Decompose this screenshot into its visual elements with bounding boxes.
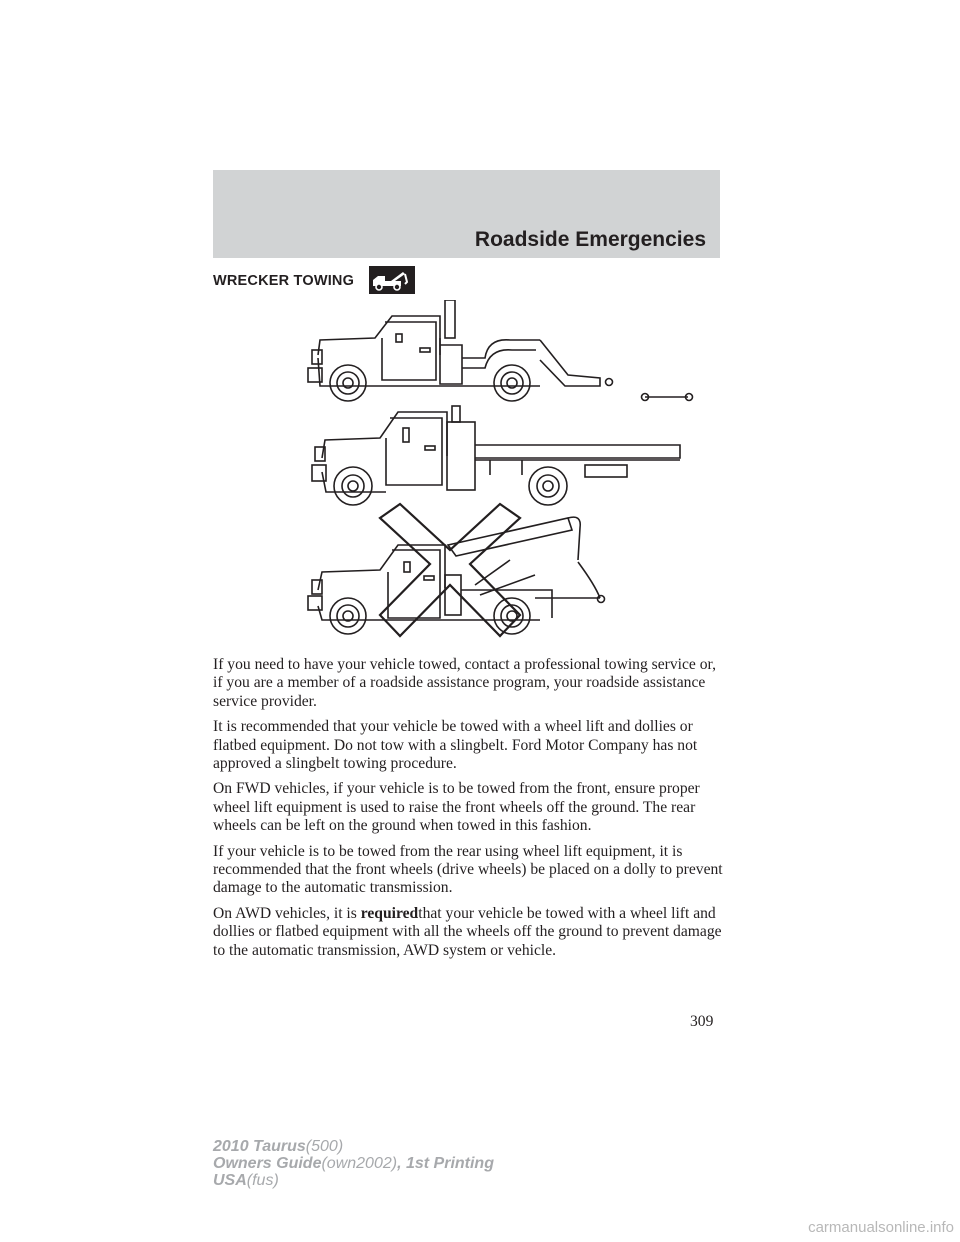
- awd-text-start: On AWD vehicles, it is: [213, 904, 361, 922]
- footer-line-model: [213, 1138, 494, 1155]
- footer-guide-code: (own2002): [321, 1155, 398, 1172]
- footer-line-market: [213, 1172, 494, 1189]
- footer-printing: , 1st Printing: [397, 1155, 494, 1172]
- awd-text-end: that your vehicle be towed with a wheel lift and dollies or flatbed equipment with all the wheels off the ground to prevent damage to the automatic transmission, AWD system or vehicle.: [213, 904, 722, 959]
- watermark: carmanualsonline.info: [808, 1219, 954, 1236]
- section-heading: WRECKER TOWING: [213, 273, 355, 289]
- wheel-lift-truck: [308, 300, 693, 401]
- towing-methods-illustration: [300, 300, 720, 650]
- page-number: 309: [690, 1013, 714, 1030]
- footer-guide-name: Owners Guide: [213, 1155, 322, 1172]
- footer-market-code: (fus): [246, 1172, 279, 1189]
- body-text: [213, 656, 725, 967]
- footer-market: USA: [213, 1172, 247, 1189]
- footer-model-code: (500): [305, 1138, 344, 1155]
- paragraph-awd: [213, 905, 725, 960]
- footer-model-name: 2010 Taurus: [213, 1138, 306, 1155]
- paragraph-fwd-front-tow: On FWD vehicles, if your vehicle is to be towed from the front, ensure proper wheel lift equipment is used to raise the front wheels off the ground. The rear wheels can be left on the ground when towed in this fashion.: [213, 780, 700, 835]
- slingbelt-truck-crossed-out: [308, 504, 605, 636]
- footer-line-guide: [213, 1155, 494, 1172]
- document-footer: [213, 1138, 494, 1189]
- header-band: [213, 170, 720, 258]
- flatbed-truck: [312, 406, 680, 505]
- paragraph-recommended-equipment: It is recommended that your vehicle be towed with a wheel lift and dollies or flatbed equipment. Do not tow with a slingbelt. Ford Motor Company has not approved a slingbelt towing procedure.: [213, 718, 698, 773]
- paragraph-rear-tow: If your vehicle is to be towed from the rear using wheel lift equipment, it is recommended that the front wheels (drive wheels) be placed on a dolly to prevent damage to the automatic transmission.: [213, 842, 723, 897]
- awd-required-emphasis: required: [360, 904, 419, 922]
- paragraph-towing-service: If you need to have your vehicle towed, contact a professional towing service or, if you are a member of a roadside assistance program, your roadside assistance service provider.: [213, 656, 716, 710]
- chapter-title: Roadside Emergencies: [474, 228, 706, 251]
- tow-truck-icon: [369, 266, 415, 294]
